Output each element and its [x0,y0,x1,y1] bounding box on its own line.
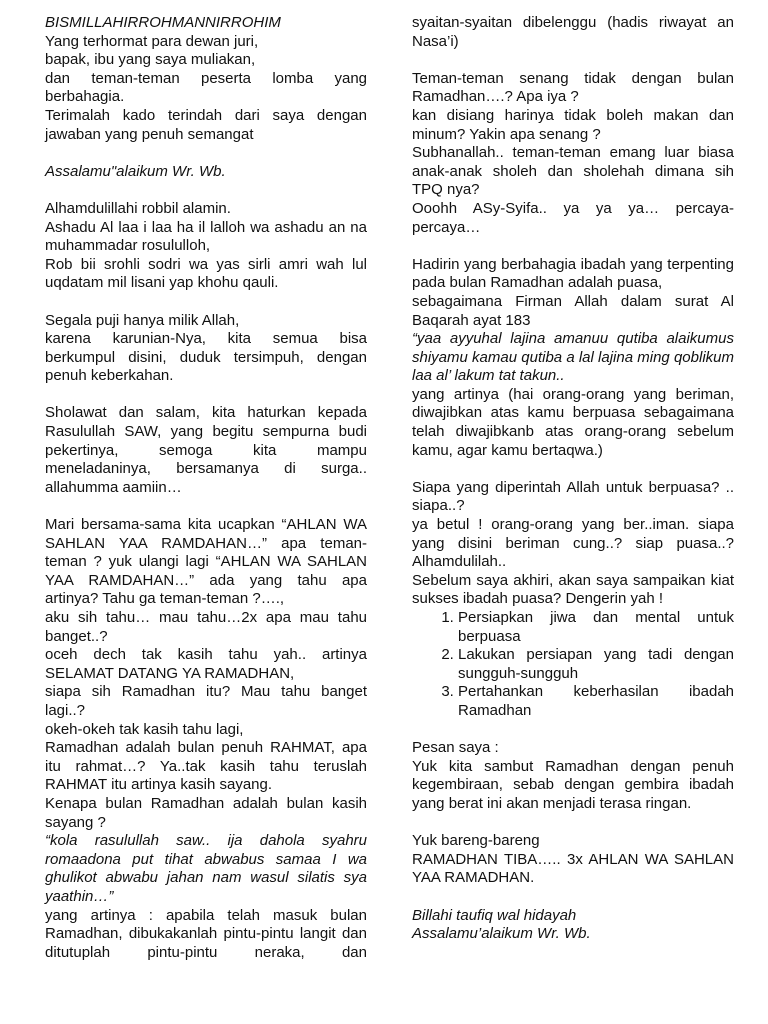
fasting-line: Hadirin yang berbahagia ibadah yang terpenting pada bulan Ramadhan adalah puasa, [412,255,734,292]
main-paragraph: oceh dech tak kasih tahu yah.. artinya SELAMAT DATANG YA RAMADHAN, [45,646,367,682]
message-body: Yuk kita sambut Ramadhan dengan penuh kegembiraan, sebab dengan gembira ibadah yang berat ini akan menjadi terasa ringan. [412,757,734,812]
verse-quote: “yaa ayyuhal lajina amanuu qutiba alaikumus shiyamu kamau qutiba a lal lajina ming qoblikum laa al’ lakum tat takun.. [412,330,734,385]
hadith-quote: “kola rasulullah saw.. ija dahola syahru romaadona put tihat abwabus samaa I wa ghulikot abwabu jahan nam wasul silatis sya yaathin…” [45,832,367,905]
main-paragraph: Ramadhan adalah bulan penuh RAHMAT, apa itu rahmat…? Ya..tak kasih tahu teruslah RAHMAT itu artinya kasih sayang. [45,739,367,794]
farewell-line: Billahi taufiq wal hidayah [412,906,577,924]
verse-meaning: yang artinya (hai orang-orang yang beriman, diwajibkan atas kamu berpuasa sebagaimana telah diwajibkanb atas orang-orang sebelum kamu, agar kamu bertaqwa.) [412,385,734,459]
question-line: ya betul ! orang-orang yang ber..iman. siapa yang disini beriman cung..? siap puasa..? Alhamdulilah.. [412,516,734,571]
friends-line: Subhanallah.. teman-teman emang luar biasa anak-anak sholeh dan sholehah dimana sih TPQ nya? [412,144,734,199]
bismillah-heading: BISMILLAHIRROHMANNIRROHIM [45,14,281,31]
sholawat-paragraph: Sholawat dan salam, kita haturkan kepada Rasulullah SAW, yang begitu sempurna budi pekertinya, semoga kita mampu meneladaninya, bersamanya di surga.. allahumma aamiin… [45,404,367,496]
opening-line: Yang terhormat para dewan juri, [45,32,259,50]
closing-line: Yuk bareng-bareng [412,832,540,850]
praise-line: Alhamdulillahi robbil alamin. [45,199,231,217]
main-paragraph: okeh-okeh tak kasih tahu lagi, [45,720,244,738]
praise-allah-line: Segala puji hanya milik Allah, [45,311,240,329]
tips-list [412,609,734,721]
main-paragraph: Mari bersama-sama kita ucapkan “AHLAN WA SAHLAN YAA RAMDAHAN…” apa teman-teman ? yuk ulangi lagi “AHLAN WA SAHLAN YAA RAMDAHAN…” ada yang tahu apa artinya? Tahu ga teman-teman ?…., [45,516,367,608]
fasting-line: sebagaimana Firman Allah dalam surat Al Baqarah ayat 183 [412,292,734,329]
main-paragraph: siapa sih Ramadhan itu? Mau tahu banget lagi..? [45,683,367,719]
list-item: 3. Pertahankan keberhasilan ibadah Ramadhan [458,683,734,720]
friends-line: Ooohh ASy-Syifa.. ya ya ya… percaya-percaya… [412,199,734,236]
opening-line: Terimalah kado terindah dari saya dengan jawaban yang penuh semangat [45,106,367,143]
opening-line: bapak, ibu yang saya muliakan, [45,51,256,69]
friends-line: kan disiang harinya tidak boleh makan dan minum? Yakin apa senang ? [412,106,734,143]
opening-line: dan teman-teman peserta lomba yang berbahagia. [45,69,367,106]
left-column [45,14,367,962]
farewell-line: Assalamu’alaikum Wr. Wb. [412,925,591,943]
hadith-meaning: yang artinya : apabila telah masuk bulan Ramadhan, dibukakanlah pintu-pintu langit dan ditutuplah pintu-pintu neraka, dan [45,906,367,961]
praise-line: Rob bii srohli sodri wa yas sirli amri wah lul uqdatam mil lisani yap khohu qauli. [45,255,367,292]
message-heading: Pesan saya : [412,739,499,757]
greeting: Assalamu"alaikum Wr. Wb. [45,162,226,180]
praise-allah-line: karena karunian-Nya, kita semua bisa berkumpul disini, duduk tersimpuh, dengan penuh keberkahan. [45,330,367,385]
question-line: Sebelum saya akhiri, akan saya sampaikan kiat sukses ibadah puasa? Dengerin yah ! [412,571,734,608]
hadith-continuation: syaitan-syaitan dibelenggu (hadis riwayat an Nasa’i) [412,14,734,50]
right-column [412,14,734,944]
main-paragraph: aku sih tahu… mau tahu…2x apa mau tahu banget..? [45,609,367,645]
praise-line: Ashadu Al laa i laa ha il lalloh wa ashadu an na muhammadar rosululloh, [45,218,367,255]
closing-line: RAMADHAN TIBA….. 3x AHLAN WA SAHLAN YAA RAMADHAN. [412,850,734,887]
friends-line: Teman-teman senang tidak dengan bulan Ramadhan….? Apa iya ? [412,69,734,106]
list-item: 1. Persiapkan jiwa dan mental untuk berpuasa [458,609,734,646]
main-paragraph: Kenapa bulan Ramadhan adalah bulan kasih sayang ? [45,794,367,831]
list-item: 2. Lakukan persiapan yang tadi dengan sungguh-sungguh [458,646,734,683]
question-line: Siapa yang diperintah Allah untuk berpuasa? .. siapa..? [412,478,734,515]
